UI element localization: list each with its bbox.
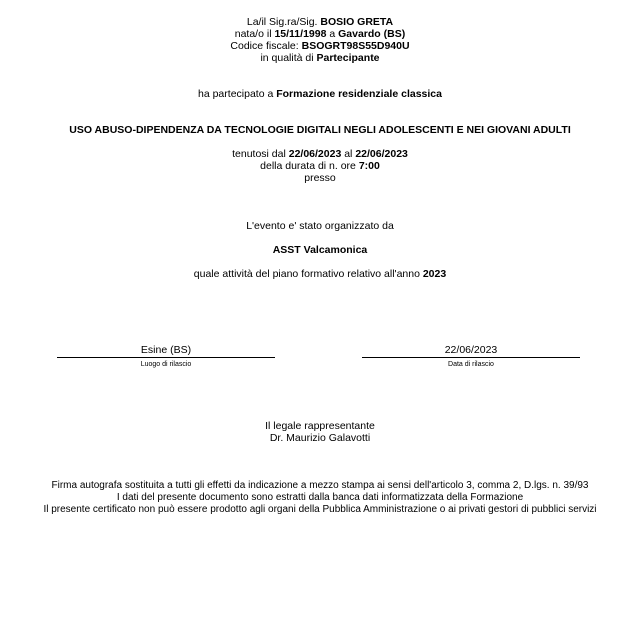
release-date-rule xyxy=(362,357,580,358)
participation-prefix: ha partecipato a xyxy=(198,88,274,100)
participation-line xyxy=(0,88,640,100)
participant-block xyxy=(0,16,640,64)
release-place-rule xyxy=(57,357,275,358)
venue-label: presso xyxy=(304,172,336,184)
organizer-name: ASST Valcamonica xyxy=(272,244,368,256)
organized-intro: L'evento e' stato organizzato da xyxy=(246,220,394,232)
role: Partecipante xyxy=(316,52,380,64)
representative-block xyxy=(0,420,640,444)
birth-prefix: nata/o il xyxy=(234,28,272,40)
representative-title: Il legale rappresentante xyxy=(265,420,375,432)
training-type: Formazione residenziale classica xyxy=(276,88,442,100)
duration-prefix: della durata di n. ore xyxy=(260,160,356,172)
release-place: Esine (BS) xyxy=(140,344,192,356)
duration-line xyxy=(0,160,640,172)
footer-notes xyxy=(0,480,640,516)
start-date: 22/06/2023 xyxy=(288,148,342,160)
event-title: USO ABUSO-DIPENDENZA DA TECNOLOGIE DIGITALI NEGLI ADOLESCENTI E NEI GIOVANI ADULTI xyxy=(69,124,571,136)
fiscal-code-label: Codice fiscale: xyxy=(230,40,299,52)
fiscal-code-line xyxy=(0,40,640,52)
footer-line-signature: Firma autografa sostituita a tutti gli effetti da indicazione a mezzo stampa ai sensi dell'articolo 3, comma 2, D.lgs. n. 39/93 xyxy=(51,480,589,491)
release-date-field xyxy=(362,344,580,369)
birth-date: 15/11/1998 xyxy=(274,28,327,40)
role-prefix: in qualità di xyxy=(260,52,314,64)
duration: 7:00 xyxy=(358,160,380,172)
participant-name-line xyxy=(0,16,640,28)
release-place-caption: Luogo di rilascio xyxy=(140,361,192,368)
representative-name: Dr. Maurizio Galavotti xyxy=(269,432,371,444)
birth-place: Gavardo (BS) xyxy=(338,28,406,40)
release-date-caption: Data di rilascio xyxy=(448,361,494,368)
participant-prefix: La/il Sig.ra/Sig. xyxy=(246,16,318,28)
plan-year: 2023 xyxy=(422,268,447,280)
held-prefix: tenutosi dal xyxy=(232,148,286,160)
footer-line-usage: Il presente certificato non può essere prodotto agli organi della Pubblica Amministrazione o ai privati gestori di pubblici servizi xyxy=(43,504,597,515)
birth-line xyxy=(0,28,640,40)
end-date: 22/06/2023 xyxy=(355,148,408,160)
footer-line-data-source: I dati del presente documento sono estratti dalla banca dati informatizzata della Formazione xyxy=(116,492,524,503)
event-dates-line xyxy=(0,148,640,160)
held-mid: al xyxy=(344,148,353,160)
release-place-field xyxy=(57,344,275,369)
role-line xyxy=(0,52,640,64)
release-date: 22/06/2023 xyxy=(444,344,498,356)
participant-name: BOSIO GRETA xyxy=(320,16,394,28)
event-dates-block xyxy=(0,148,640,184)
fiscal-code: BSOGRT98S55D940U xyxy=(301,40,410,52)
plan-prefix: quale attività del piano formativo relativo all'anno xyxy=(193,268,420,280)
plan-line xyxy=(0,268,640,280)
birth-at: a xyxy=(329,28,336,40)
